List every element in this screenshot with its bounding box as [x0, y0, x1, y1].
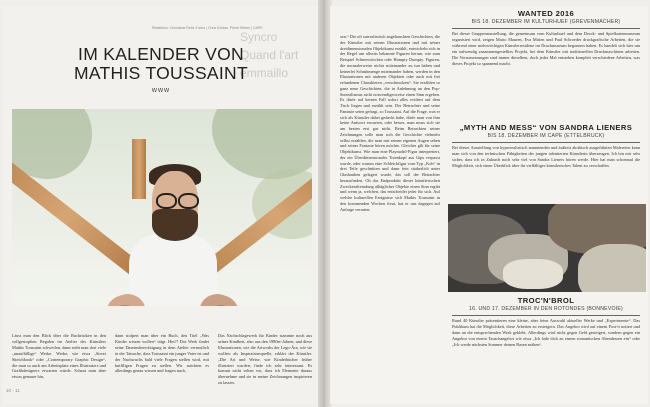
article-body-columns: [12, 333, 312, 388]
artwork-photo: [448, 204, 646, 292]
events-column: [448, 6, 644, 404]
event-heading-trocnbrol: [448, 296, 644, 312]
artist-shirt: [129, 234, 217, 306]
event-heading-wanted: [448, 9, 644, 25]
event-title: „MYTH AND MESS“ VON SANDRA LIENERS: [459, 123, 633, 132]
event-description: Bei dieser Ausstellung von hyperrealistisch anmutenden und äußerst akribisch ausgeführten Malereien kann man sich von den technischen Fähigkeiten der jungen talentierten Künstlerin überzeugen. Ich bin mir sehr sicher, dass ich in Zukunft noch sehr viel von Sandra Lieners hören werde. Hier hat man schonmal die Möglichkeit, sich einen Überblick über ihr vielfältiges künstlerisches Talent zu verschaffen.: [452, 145, 640, 168]
event-date-location: BIS 18. DEZEMBER IM KULTURHUEF (GREVENMACHER): [471, 19, 621, 25]
artist-portrait-photo: [12, 109, 312, 306]
article-column-1: Lässt man den Blick über die Buchrücken in den vollgestopften Regalen im Atelier des Künstlers Mathis Toussaint schweifen, dann sieht man dort viele „unauffällige“ Werke. Werke, wie etwa „Street Sketchbook“ oder „Contemporary Graphic Design“, die man so auch am Arbeitsplatz eines Illustrators und Grafikdesigners erwarten würde. Schaut man aber etwas genauer hin,: [12, 333, 106, 380]
event-title: TROC'N'BROL: [517, 296, 575, 305]
event-description: Bei dieser Gruppenausstellung, die gemeinsam vom Kulturhuef und dem Druck- und Spielkartenmuseum organisiert wird, zeigen Mario Mauren, Eva Mitten und Paul Schroeder druckgrafische Arbeiten, die sie während einer mehrwöchigen Künstlerresidenz im Druckmuseum begonnen haben. Es handelt sich hier um ein aufwendig zusammengestelltes Projekt, bei dem Künstler mit traditionellen Druckmaschinen arbeiten. Die Voraussetzungen sind immer dieselben, doch jedes Mal entstehen komplett verschiedene Arbeiten, was dieses Projekt so spannend macht.: [452, 31, 640, 66]
event-date-location: BIS 18. DEZEMBER IM CAPE (ETTELBRUCK): [487, 133, 605, 139]
event-description: Rund 40 Künstler präsentieren eine kleine, aber feine Auswahl aktueller Werke und „Experimente“. Das Publikum hat die Möglichkeit, diese Arbeiten zu ersteigern. Das Angebot wird auf einem Post-it notiert und dann an die entsprechenden Werk geklebt. Allerdings wird nicht gegen Geld gesteigert, sondern gegen ein Angebot von einem Tauschangebot wie etwa „Ich lade dich zu einem romantischen Abendessen ein“ oder „Ich werde nächsten Sommer deinen Rasen mähen“.: [452, 318, 640, 347]
divider: [452, 142, 640, 143]
article-column-3: Das Nachschlagewerk für Kinder stammte noch aus seiner Kindheit, also aus den 1980er-Jahren, und diese Illustrationen, wie die Artworks der Lego-Ära, wie sie wollen: als Inspirationsquelle, erklärt der Künstler. „Die Art und Weise, wie Kinderbücher früher illustriert wurden, finde ich sehr interessant. Es kommt nicht selten vor, dass ich Elemente daraus übernehme und sie in meine Zeichnungen inspirieren zu lassen.: [218, 333, 312, 386]
title-ornament: www: [151, 87, 171, 94]
divider: [452, 28, 640, 29]
event-title: WANTED 2016: [517, 9, 575, 18]
right-page: [330, 6, 648, 404]
page-number: 10 - 11: [6, 388, 20, 393]
glasses-icon: [154, 193, 198, 205]
left-page: [2, 6, 320, 404]
event-heading-myth-and-mess: [448, 123, 644, 139]
article-column-2: dann stolpert man über ein Buch, den Titel „Was Kinder wissen wollen“ trägt. Hm?! Das Werk findet seine Daseinsberechtigung in dem Atelier vermutlich in der Tatsache, dass Toussaint ein junger Vater ist und der Nachwuchs bald viele Fragen stellen wird, mit kniffligen Fragen zu stellen. Wir möchten es allerdings genau wissen und fragen nach,: [115, 333, 209, 374]
article-credits: Rédaktion: Christiane Reitz-Fuchs | Chris Koldas, Pierre Weber | CAPE: [152, 26, 263, 30]
article-title-line1: IM KALENDER VON: [78, 44, 244, 64]
ghost-text: Syncro Quand l'art emmaillo: [240, 30, 299, 80]
divider: [452, 315, 640, 316]
article-continuation-column: sen.“ Die oft surrealistisch angehauchten Geschichten, die der Künstler mit seinen Illustrationen und mit seiner dreidimensionalen Objektkunst erzählt, entwickeln sich in der Regel um allseits bekannte Figuren herum, wie zum Beispiel Schneewittchen oder Humpty Dumpty. Figuren, die normalerweise nichts miteinander zu tun haben und keinerlei Schnittmenge miteinander haben, werden in den Illustrationen mit anderen Objekten oder auch mit frei erfundenen Charakteren „verschmolzen“. Sie erzählen so ganz neue Geschichten, die in Anlehnung an den Pop-Surrealismus nicht notwendigerweise einen Sinn ergeben. Es dürfe auf keinen Fall sofort alles evident auf dem Tisch liegen und erzählt sein. Der Betrachter und seine Fantasie seien gefragt, so Toussaint. Auf die Frage, was er sich als Künstler dabei gedacht habe, dürfe man von ihm keine Antwort erwarten, oder besser, man muss sich sie am besten erst gar nicht. Beim Betrachten seiner Zeichnungen solle man sich die Geschichte vielmehr selbst erzählen, die man mit seinen eigenen Augen sehen und seiner Fantasie hören möchte. Gleiches gilt für seine Objektkunst. Wie man eine Playmobil-Figur interpretiert, der ein Überdimensionaler Totenkopf aus Gips verpasst wurde, oder warum eine Schleichfigur vom Typ „Koh“ in drei Teile geschnitten und dann fein säuberlich unter Glashauben gelagert wurde, das soll der Betrachter herausfinden. Ob das Endprodukt dieser künstlerischen Zweckentfremdung alltäglicher Objekte einen Sinn ergibt und wenn ja, welchen, das entscheidet jeder für sich. Auf welche kulturellen Ereignisse sich Mathis Toussaint in den kommenden Wochen freut, hat er uns dagegen auf Anfrage verraten:: [340, 34, 440, 212]
artist-beard: [152, 209, 198, 241]
event-date-location: 16. UND 17. DEZEMBER IN DEN ROTONDES (BONNEVOIE): [469, 306, 623, 312]
article-title-line2: MATHIS TOUSSAINT: [74, 63, 248, 83]
